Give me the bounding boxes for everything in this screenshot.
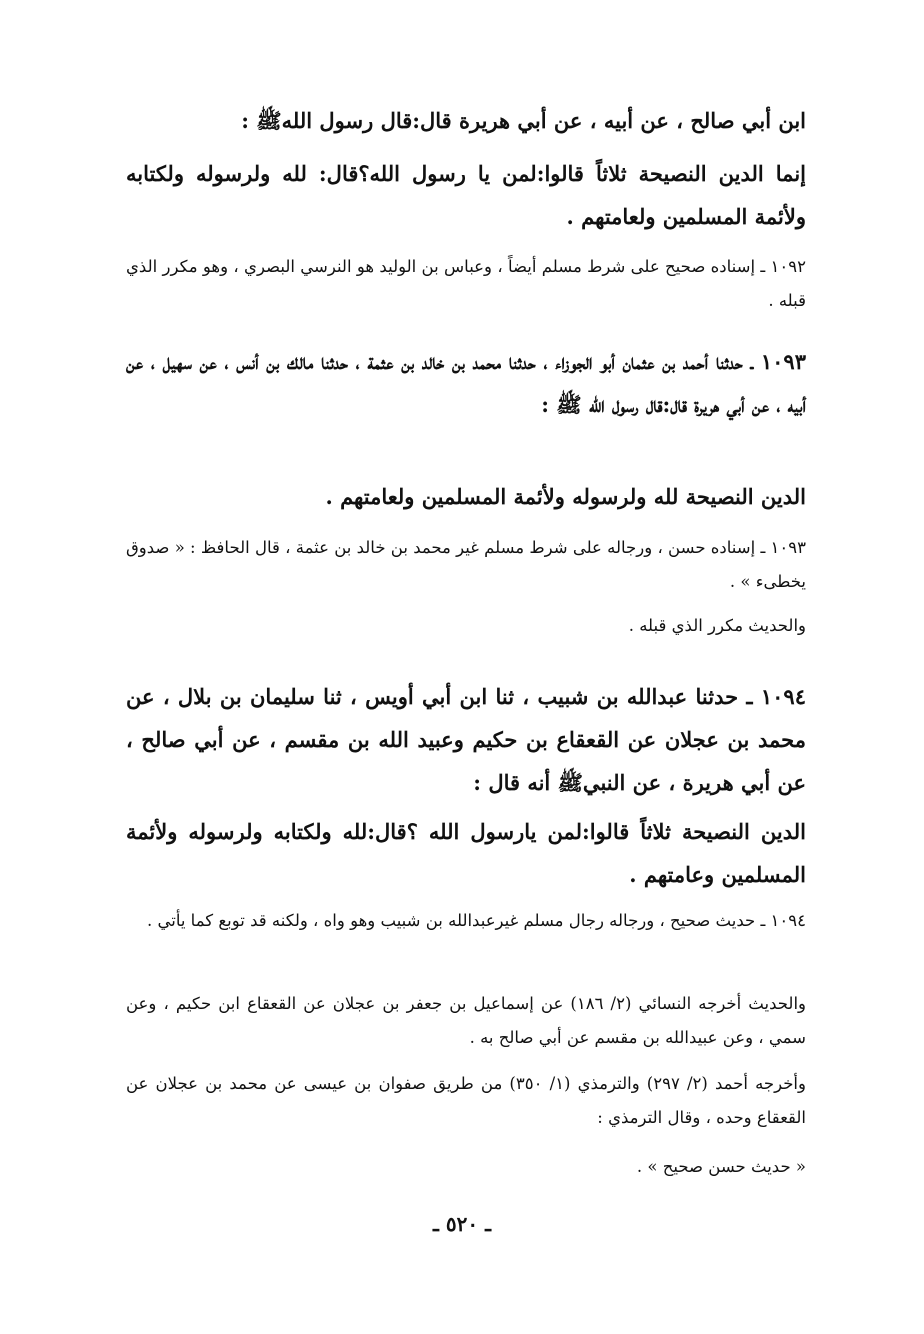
hadith-text-1094: الدين النصيحة ثلاثاً قالوا:لمن يارسول الله ؟قال:لله ولكتابه ولرسوله ولأئمة المسلمين وعامتهم .	[126, 819, 806, 887]
footnote-1094-nasai: والحديث أخرجه النسائي (٢/ ١٨٦) عن إسماعيل بن جعفر بن عجلان عن القعقاع ابن حكيم ، وعن سمي ، وعن عبيدالله بن مقسم عن أبي صالح به .	[126, 994, 806, 1047]
page-number: ـ ٥٢٠ ـ	[433, 1212, 491, 1236]
footnote-1093-note: والحديث مكرر الذي قبله .	[628, 616, 806, 635]
footnote-1094: ١٠٩٤ ـ حديث صحيح ، ورجاله رجال مسلم غيرعبدالله بن شبيب وهو واه ، ولكنه قد توبع كما يأتي .	[146, 911, 806, 930]
footnote-1094-ahmad: وأخرجه أحمد (٢/ ٢٩٧) والترمذي (١/ ٣٥٠) من طريق صفوان بن عيسى عن محمد بن عجلان عن القعقاع وحده ، وقال الترمذي :	[126, 1074, 806, 1127]
hadith-text-1092: إنما الدين النصيحة ثلاثاً قالوا:لمن يا رسول الله؟قال: لله ولرسوله ولكتابه ولأئمة المسلمين ولعامتهم .	[126, 161, 806, 229]
hadith-isnad-1093: ١٠٩٣ ـ حدثنا أحمد بن عثمان أبو الجوزاء ، حدثنا محمد بن خالد بن عثمة ، حدثنا مالك بن أنس ، عن سهيل ، عن أبيه ، عن أبي هريرة قال:قال رسول الله ﷺ :	[126, 349, 806, 417]
hadith-continuation-line: ابن أبي صالح ، عن أبيه ، عن أبي هريرة قال:قال رسول اللهﷺ :	[241, 108, 806, 133]
footnote-1094-tirmidhi-quote: « حديث حسن صحيح » .	[636, 1157, 806, 1176]
footnote-1092: ١٠٩٢ ـ إسناده صحيح على شرط مسلم أيضاً ، وعباس بن الوليد هو النرسي البصري ، وهو مكرر الذي قبله .	[126, 257, 806, 310]
hadith-text-1093: الدين النصيحة لله ولرسوله ولأئمة المسلمين ولعامتهم .	[325, 484, 806, 509]
hadith-isnad-1094: ١٠٩٤ ـ حدثنا عبدالله بن شبيب ، ثنا ابن أبي أويس ، ثنا سليمان بن بلال ، عن محمد بن عجلان عن القعقاع بن حكيم وعبيد الله بن مقسم ، عن أبي صالح ، عن أبي هريرة ، عن النبيﷺ أنه قال :	[126, 684, 806, 795]
footnote-1093: ١٠٩٣ ـ إسناده حسن ، ورجاله على شرط مسلم غير محمد بن خالد بن عثمة ، قال الحافظ : « صدوق يخطىء » .	[126, 538, 806, 591]
